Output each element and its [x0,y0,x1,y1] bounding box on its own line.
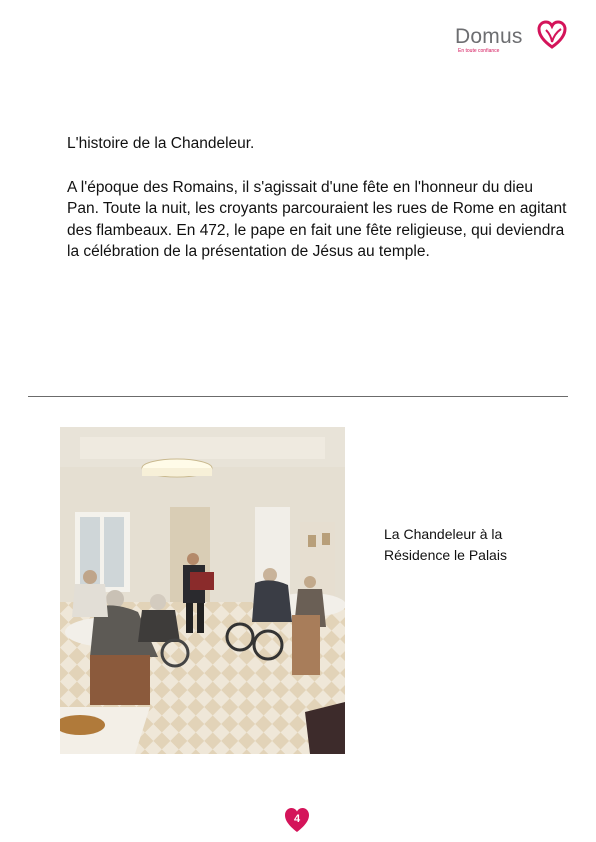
page-number: 4 [293,813,301,825]
event-photo [60,427,345,754]
domus-logo [455,18,570,58]
section-divider [28,396,568,397]
logo-tagline: En toute confiance [458,48,500,54]
article-title: L'histoire de la Chandeleur. [67,135,255,152]
logo-wordmark: Domus [455,25,523,48]
photo-caption: La Chandeleur à la Résidence le Palais [384,526,507,563]
page-number-badge [283,806,311,834]
heart-icon [537,20,567,50]
article-paragraph: A l'époque des Romains, il s'agissait d'une fête en l'honneur du dieu Pan. Toute la nuit, les croyants parcouraient les rues de Rome en agitant des flambeaux. En 472, le pape en fait une fête religieuse, qui deviendra la célébration de la présentation de Jésus au temple. [67,179,567,261]
